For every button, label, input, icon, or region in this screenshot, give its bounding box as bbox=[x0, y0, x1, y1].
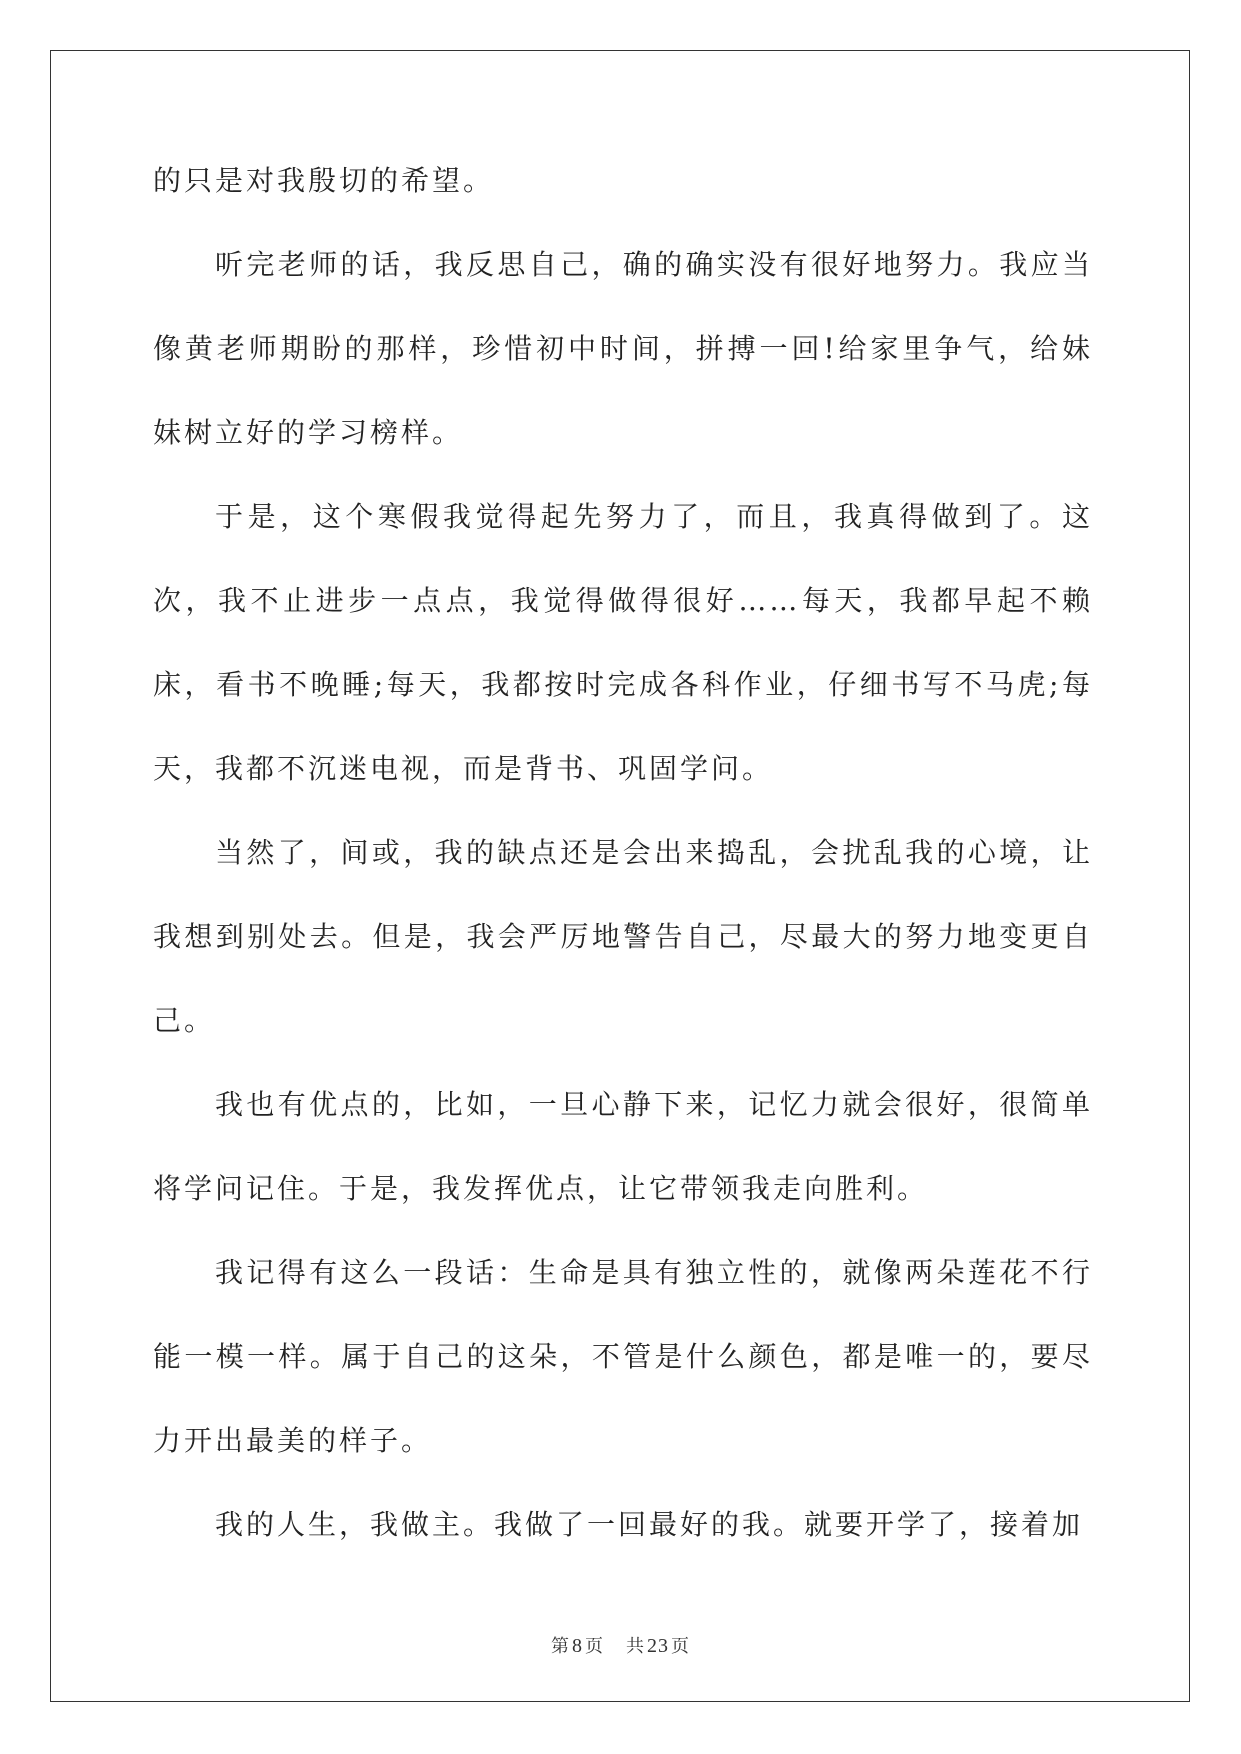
page-footer bbox=[0, 1632, 1241, 1658]
total-prefix: 共 bbox=[626, 1636, 645, 1657]
paragraph: 我记得有这么一段话：生命是具有独立性的，就像两朵莲花不行能一模一样。属于自己的这朵，不管是什么颜色，都是唯一的，要尽力开出最美的样子。 bbox=[153, 1256, 1093, 1457]
paragraph-continuation: 的只是对我殷切的希望。 bbox=[153, 164, 495, 197]
paragraph: 我的人生，我做主。我做了一回最好的我。就要开学了，接着加 bbox=[215, 1508, 1084, 1541]
page-suffix: 页 bbox=[585, 1636, 604, 1657]
total-pages: 23 bbox=[647, 1635, 669, 1657]
total-suffix: 页 bbox=[671, 1636, 690, 1657]
page-prefix: 第 bbox=[551, 1636, 570, 1657]
paragraph: 我也有优点的，比如，一旦心静下来，记忆力就会很好，很简单将学问记住。于是，我发挥优点，让它带领我走向胜利。 bbox=[153, 1088, 1093, 1205]
page-number: 8 bbox=[572, 1635, 583, 1657]
document-body bbox=[153, 155, 1093, 1567]
paragraph: 于是，这个寒假我觉得起先努力了，而且，我真得做到了。这次，我不止进步一点点，我觉得做得很好……每天，我都早起不赖床，看书不晚睡;每天，我都按时完成各科作业，仔细书写不马虎;每天，我都不沉迷电视，而是背书、巩固学问。 bbox=[153, 500, 1093, 785]
paragraph: 当然了，间或，我的缺点还是会出来捣乱，会扰乱我的心境，让我想到别处去。但是，我会严厉地警告自己，尽最大的努力地变更自己。 bbox=[153, 836, 1093, 1037]
paragraph: 听完老师的话，我反思自己，确的确实没有很好地努力。我应当像黄老师期盼的那样，珍惜初中时间，拼搏一回!给家里争气，给妹妹树立好的学习榜样。 bbox=[153, 248, 1093, 449]
